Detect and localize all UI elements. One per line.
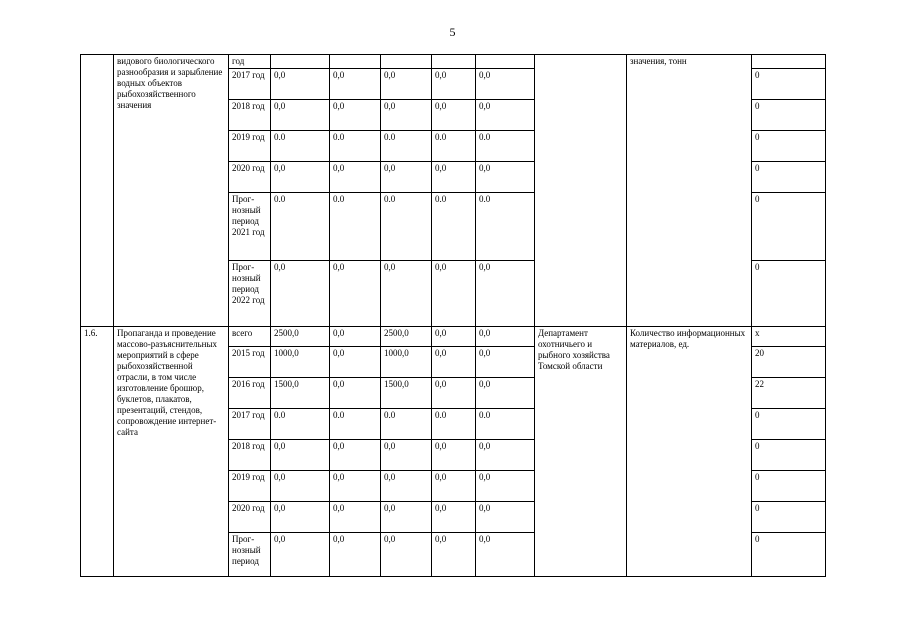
period-cell: 2019 год — [229, 471, 271, 502]
value-cell: 0,0 — [271, 162, 330, 193]
value-cell: 0.0 — [271, 131, 330, 162]
period-cell: год — [229, 55, 271, 69]
value-cell: 0.0 — [432, 131, 476, 162]
value-cell: 0,0 — [271, 471, 330, 502]
executor-cell: Департамент охотничьего и рыбного хозяйства Томской области — [535, 327, 627, 577]
value-cell: 0,0 — [381, 533, 432, 577]
value-cell: 0,0 — [381, 471, 432, 502]
target-value-cell: 0 — [752, 69, 826, 100]
period-cell: 2016 год — [229, 378, 271, 409]
value-cell: 0.0 — [432, 409, 476, 440]
period-cell: всего — [229, 327, 271, 347]
value-cell: 0,0 — [330, 440, 381, 471]
value-cell: 0,0 — [476, 440, 535, 471]
value-cell: 0,0 — [432, 347, 476, 378]
table-row — [81, 327, 826, 347]
period-cell: 2020 год — [229, 502, 271, 533]
value-cell: 0,0 — [476, 471, 535, 502]
value-cell: 0,0 — [432, 502, 476, 533]
value-cell: 0.0 — [432, 193, 476, 261]
value-cell: 0,0 — [330, 327, 381, 347]
value-cell: 0.0 — [271, 193, 330, 261]
target-value-cell — [752, 55, 826, 69]
value-cell — [476, 55, 535, 69]
value-cell: 0.0 — [476, 131, 535, 162]
row-number — [81, 55, 114, 327]
value-cell: 0,0 — [432, 162, 476, 193]
period-cell: 2017 год — [229, 409, 271, 440]
value-cell: 0,0 — [271, 533, 330, 577]
target-value-cell: 0 — [752, 131, 826, 162]
value-cell: 0,0 — [271, 440, 330, 471]
target-value-cell: 0 — [752, 409, 826, 440]
value-cell: 0.0 — [271, 409, 330, 440]
period-cell: 2018 год — [229, 440, 271, 471]
value-cell: 2500,0 — [381, 327, 432, 347]
value-cell: 0,0 — [330, 533, 381, 577]
value-cell: 1000,0 — [271, 347, 330, 378]
value-cell: 0.0 — [330, 131, 381, 162]
value-cell: 0,0 — [330, 69, 381, 100]
period-cell: Прог-нозный период 2021 год — [229, 193, 271, 261]
activity-name: Пропаганда и проведение массово-разъяснительных мероприятий в сфере рыбохозяйственной отрасли, в том числе изготовление брошюр, буклетов, плакатов, презентаций, стендов, сопровождение интернет-сайта — [114, 327, 229, 577]
value-cell: 1000,0 — [381, 347, 432, 378]
page-number: 5 — [449, 25, 456, 39]
target-value-cell: 0 — [752, 100, 826, 131]
value-cell: 0,0 — [381, 261, 432, 327]
indicator-cell: значения, тонн — [627, 55, 752, 327]
period-cell: Прог-нозный период 2022 год — [229, 261, 271, 327]
value-cell: 0,0 — [432, 69, 476, 100]
value-cell: 0.0 — [476, 409, 535, 440]
table-row — [81, 55, 826, 69]
value-cell: 0,0 — [381, 502, 432, 533]
value-cell: 0.0 — [381, 193, 432, 261]
value-cell: 0,0 — [271, 261, 330, 327]
period-cell: 2017 год — [229, 69, 271, 100]
period-cell: 2019 год — [229, 131, 271, 162]
target-value-cell: 0 — [752, 162, 826, 193]
target-value-cell: 0 — [752, 440, 826, 471]
value-cell: 0,0 — [476, 100, 535, 131]
executor-cell — [535, 55, 627, 327]
target-value-cell: 0 — [752, 533, 826, 577]
indicator-cell: Количество информационных материалов, ед. — [627, 327, 752, 577]
value-cell: 0,0 — [432, 533, 476, 577]
value-cell: 2500,0 — [271, 327, 330, 347]
value-cell: 0.0 — [330, 409, 381, 440]
value-cell: 1500,0 — [381, 378, 432, 409]
value-cell: 0,0 — [330, 471, 381, 502]
value-cell: 0,0 — [330, 162, 381, 193]
value-cell: 0,0 — [381, 162, 432, 193]
target-value-cell: 20 — [752, 347, 826, 378]
value-cell: 0,0 — [476, 378, 535, 409]
target-value-cell: 22 — [752, 378, 826, 409]
value-cell: 0,0 — [330, 502, 381, 533]
value-cell: 0.0 — [330, 193, 381, 261]
value-cell: 0,0 — [432, 100, 476, 131]
period-cell: 2020 год — [229, 162, 271, 193]
value-cell: 0,0 — [476, 533, 535, 577]
row-number: 1.6. — [81, 327, 114, 577]
value-cell — [381, 55, 432, 69]
target-value-cell: 0 — [752, 261, 826, 327]
target-value-cell: 0 — [752, 471, 826, 502]
value-cell: 0,0 — [381, 69, 432, 100]
value-cell: 0,0 — [330, 347, 381, 378]
value-cell: 1500,0 — [271, 378, 330, 409]
value-cell: 0,0 — [476, 69, 535, 100]
value-cell: 0,0 — [432, 378, 476, 409]
value-cell: 0,0 — [432, 440, 476, 471]
period-cell: 2015 год — [229, 347, 271, 378]
period-cell: 2018 год — [229, 100, 271, 131]
value-cell: 0,0 — [381, 100, 432, 131]
value-cell: 0,0 — [271, 502, 330, 533]
value-cell: 0.0 — [476, 193, 535, 261]
program-table — [80, 54, 826, 577]
value-cell: 0,0 — [432, 327, 476, 347]
value-cell: 0,0 — [476, 502, 535, 533]
value-cell: 0,0 — [271, 100, 330, 131]
activity-name: видового биологического разнообразия и зарыбление водных объектов рыбохозяйственного значения — [114, 55, 229, 327]
target-value-cell: 0 — [752, 502, 826, 533]
value-cell — [271, 55, 330, 69]
value-cell: 0,0 — [381, 440, 432, 471]
value-cell: 0,0 — [476, 261, 535, 327]
value-cell: 0,0 — [330, 378, 381, 409]
value-cell: 0,0 — [271, 69, 330, 100]
value-cell: 0,0 — [476, 162, 535, 193]
value-cell: 0,0 — [476, 347, 535, 378]
value-cell: 0,0 — [432, 261, 476, 327]
target-value-cell: 0 — [752, 193, 826, 261]
target-value-cell: х — [752, 327, 826, 347]
value-cell: 0,0 — [330, 100, 381, 131]
value-cell — [432, 55, 476, 69]
value-cell — [330, 55, 381, 69]
value-cell: 0,0 — [432, 471, 476, 502]
period-cell: Прог-нозный период — [229, 533, 271, 577]
value-cell: 0,0 — [330, 261, 381, 327]
value-cell: 0.0 — [381, 131, 432, 162]
value-cell: 0,0 — [476, 327, 535, 347]
value-cell: 0.0 — [381, 409, 432, 440]
